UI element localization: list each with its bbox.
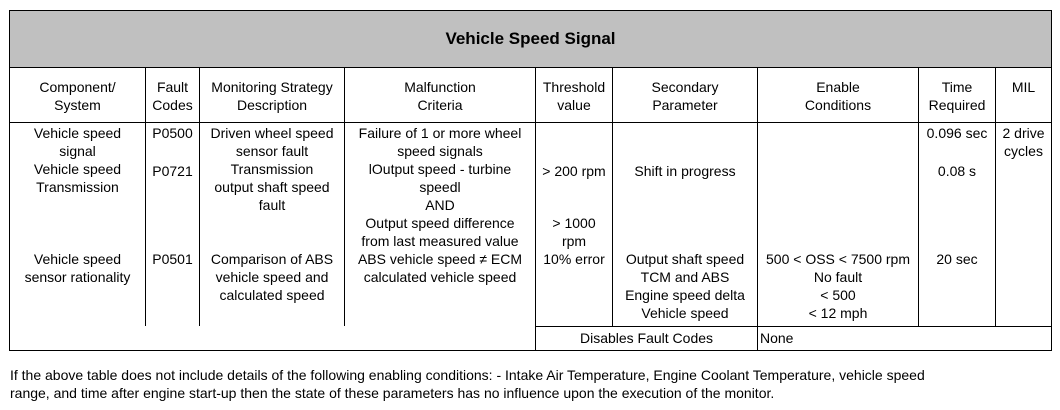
cell-fault-code: P0721 bbox=[152, 163, 193, 179]
cell-time: 0.08 s bbox=[937, 163, 977, 179]
disables-value: None bbox=[760, 330, 794, 346]
header-threshold: Threshold value bbox=[542, 79, 606, 113]
header-secondary: Secondary Parameter bbox=[651, 79, 719, 113]
header-time: Time Required bbox=[928, 79, 986, 113]
disables-label: Disables Fault Codes bbox=[579, 330, 714, 346]
header-monitoring: Monitoring Strategy Description bbox=[211, 79, 333, 113]
disables-divider bbox=[535, 326, 1051, 327]
header-mil: MIL bbox=[1011, 79, 1036, 95]
cell-monitoring: Driven wheel speed sensor fault Transmission output shaft speed fault bbox=[210, 125, 334, 213]
cell-enable: 500 < OSS < 7500 rpm No fault < 500 < 12 mph bbox=[766, 251, 910, 321]
footnote-line: range, and time after engine start-up then the state of these parameters has no influence upon the execution of the monitor. bbox=[10, 385, 775, 401]
cell-component: Vehicle speed sensor rationality bbox=[24, 251, 131, 285]
footnote-line: If the above table does not include details of the following enabling conditions: - Intake Air Temperature, Engine Coolant Temperature, vehicle speed bbox=[10, 367, 925, 383]
footnote bbox=[10, 366, 1050, 402]
col-divider bbox=[995, 68, 996, 326]
cell-fault-code: P0501 bbox=[152, 251, 193, 267]
cell-time: 0.096 sec bbox=[926, 125, 988, 141]
cell-mil: 2 drive cycles bbox=[1002, 125, 1045, 159]
cell-threshold: > 200 rpm bbox=[542, 163, 606, 179]
cell-malfunction: Failure of 1 or more wheel speed signals lOutput speed - turbine speedl AND Output speed difference from last measured value ABS vehicle speed ≠ ECM calculated vehicle speed bbox=[357, 125, 523, 285]
vehicle-speed-signal-table bbox=[9, 10, 1052, 351]
table-title: Vehicle Speed Signal bbox=[10, 11, 1051, 68]
cell-component: Vehicle speed signal Vehicle speed Transmission bbox=[33, 125, 122, 195]
cell-time: 20 sec bbox=[936, 251, 978, 267]
header-fault-codes: Fault Codes bbox=[152, 79, 193, 113]
header-component: Component/ System bbox=[39, 79, 116, 113]
cell-fault-code: P0500 bbox=[152, 125, 193, 141]
cell-monitoring: Comparison of ABS vehicle speed and calculated speed bbox=[210, 251, 334, 303]
cell-secondary: Shift in progress bbox=[634, 163, 736, 179]
header-divider bbox=[10, 122, 1051, 123]
cell-threshold: > 1000 rpm bbox=[552, 215, 596, 249]
cell-threshold: 10% error bbox=[543, 251, 605, 267]
cell-secondary: Output shaft speed TCM and ABS Engine speed delta Vehicle speed bbox=[625, 251, 745, 321]
header-malfunction: Malfunction Criteria bbox=[404, 79, 476, 113]
header-enable: Enable Conditions bbox=[804, 79, 872, 113]
